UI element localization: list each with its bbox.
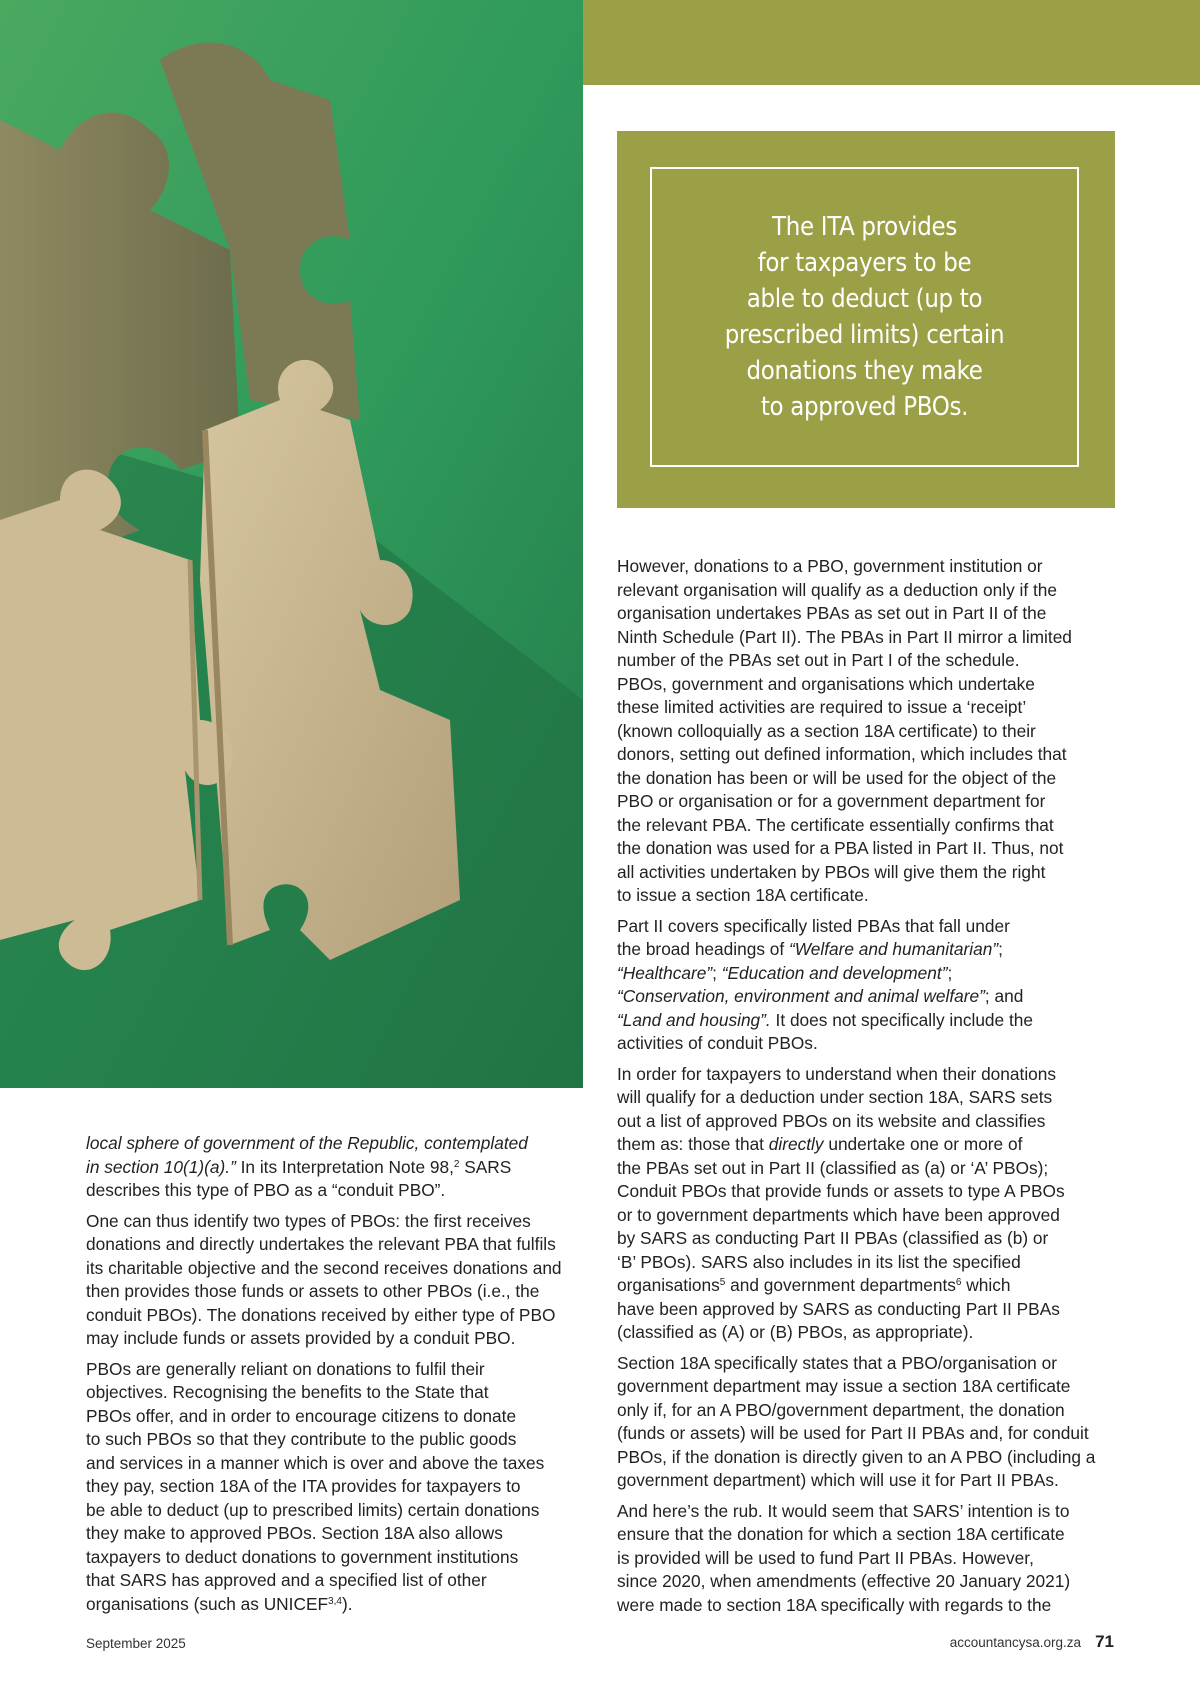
body-text: ; xyxy=(998,939,1003,959)
body-line: One can thus identify two types of PBOs: the first receives xyxy=(86,1210,531,1231)
footer-right xyxy=(950,1632,1114,1652)
body-line: ‘B’ PBOs). SARS also includes in its list the specified xyxy=(617,1251,1021,1272)
body-text: and government departments xyxy=(725,1275,956,1295)
body-line: objectives. Recognising the benefits to the State that xyxy=(86,1382,489,1402)
body-line: (classified as (A) or (B) PBOs, as appropriate). xyxy=(617,1322,974,1342)
paragraph xyxy=(617,1063,1117,1345)
body-line: (funds or assets) will be used for Part II PBAs and, for conduit xyxy=(617,1423,1089,1443)
body-text: organisations xyxy=(617,1275,720,1295)
body-text: them as: those that xyxy=(617,1134,769,1154)
paragraph xyxy=(617,915,1117,1056)
paragraph xyxy=(617,555,1117,908)
body-line: However, donations to a PBO, government institution or xyxy=(617,556,1043,576)
pullquote-line: able to deduct (up to xyxy=(746,284,983,314)
pullquote-line: for taxpayers to be xyxy=(757,248,972,278)
body-line: out a list of approved PBOs on its website and classifies xyxy=(617,1110,1046,1131)
body-line: that SARS has approved and a specified list of other xyxy=(86,1570,487,1590)
body-text: ). xyxy=(341,1593,353,1614)
body-line: the donation was used for a PBA listed in Part II. Thus, not xyxy=(617,838,1064,858)
body-line: may include funds or assets provided by a conduit PBO. xyxy=(86,1328,516,1348)
body-line: organisation undertakes PBAs as set out in Part II of the xyxy=(617,603,1047,623)
puzzle-pieces-photo xyxy=(0,0,583,1088)
body-line: is provided will be used to fund Part II PBAs. However, xyxy=(617,1547,1034,1568)
page-number: 71 xyxy=(1095,1632,1114,1651)
body-line: then provides those funds or assets to other PBOs (i.e., the xyxy=(86,1281,540,1301)
pullquote-frame xyxy=(650,167,1079,467)
body-line: PBOs, government and organisations which undertake xyxy=(617,673,1035,694)
body-line: to such PBOs so that they contribute to the public goods xyxy=(86,1429,517,1449)
body-line: PBO or organisation or for a government department for xyxy=(617,791,1046,811)
body-line: all activities undertaken by PBOs will give them the right xyxy=(617,861,1046,882)
body-line: Part II covers specifically listed PBAs that fall under xyxy=(617,915,1010,936)
body-line: these limited activities are required to issue a ‘receipt’ xyxy=(617,697,1027,717)
body-text: ; xyxy=(712,962,722,983)
body-line: since 2020, when amendments (effective 20 January 2021) xyxy=(617,1571,1071,1591)
pullquote-box xyxy=(617,131,1115,508)
heading-quote: “Healthcare” xyxy=(617,962,713,983)
body-line: In order for taxpayers to understand when their donations xyxy=(617,1063,1057,1084)
body-line: the relevant PBA. The certificate essentially confirms that xyxy=(617,814,1054,835)
quote-text: local sphere of government of the Republic, contemplated xyxy=(86,1133,528,1153)
body-text: It does not specifically include the xyxy=(770,1009,1033,1030)
body-text: SARS xyxy=(459,1156,512,1177)
pullquote-line: The ITA provides xyxy=(772,212,957,242)
heading-quote: “Welfare and humanitarian” xyxy=(789,939,999,959)
body-line: activities of conduit PBOs. xyxy=(617,1033,818,1053)
body-text: organisations (such as UNICEF xyxy=(86,1593,329,1614)
body-line: And here’s the rub. It would seem that SARS’ intention is to xyxy=(617,1500,1070,1521)
body-text: In its Interpretation Note 98, xyxy=(235,1156,454,1177)
paragraph xyxy=(86,1132,586,1203)
paragraph xyxy=(617,1352,1117,1493)
body-line: government department) which will use it for Part II PBAs. xyxy=(617,1470,1059,1490)
body-line: have been approved by SARS as conducting Part II PBAs xyxy=(617,1298,1060,1319)
heading-quote: “Education and development” xyxy=(721,962,948,983)
pullquote-text xyxy=(715,209,1015,425)
body-line: donations and directly undertakes the relevant PBA that fulfils xyxy=(86,1234,556,1254)
body-line: its charitable objective and the second receives donations and xyxy=(86,1257,562,1278)
puzzle-illustration xyxy=(0,0,583,1088)
body-line: conduit PBOs). The donations received by either type of PBO xyxy=(86,1304,556,1325)
body-text: undertake one or more of xyxy=(823,1134,1023,1154)
pullquote-line: donations they make xyxy=(746,356,983,386)
body-line: were made to section 18A specifically with regards to the xyxy=(617,1594,1052,1615)
heading-quote: “Conservation, environment and animal welfare” xyxy=(617,986,985,1006)
emphasis: directly xyxy=(768,1134,824,1154)
body-text: which xyxy=(961,1275,1011,1295)
body-line: Section 18A specifically states that a PBO/organisation or xyxy=(617,1352,1057,1373)
body-line: ensure that the donation for which a section 18A certificate xyxy=(617,1524,1065,1544)
header-color-band xyxy=(583,0,1200,85)
body-line: only if, for an A PBO/government department, the donation xyxy=(617,1399,1065,1420)
left-column xyxy=(86,1132,586,1623)
right-column xyxy=(617,555,1117,1624)
body-line: relevant organisation will qualify as a deduction only if the xyxy=(617,579,1057,600)
body-line: Ninth Schedule (Part II). The PBAs in Part II mirror a limited xyxy=(617,626,1072,647)
footnote-ref: 3,4 xyxy=(328,1595,342,1607)
paragraph xyxy=(617,1500,1117,1618)
footnote-ref: 6 xyxy=(955,1277,962,1288)
body-line: PBOs are generally reliant on donations to fulfil their xyxy=(86,1358,485,1379)
body-line: the donation has been or will be used for the object of the xyxy=(617,767,1057,788)
body-line: they pay, section 18A of the ITA provides for taxpayers to xyxy=(86,1476,521,1496)
footnote-ref: 2 xyxy=(453,1158,460,1170)
body-line: and services in a manner which is over and above the taxes xyxy=(86,1452,545,1473)
body-line: or to government departments which have been approved xyxy=(617,1204,1060,1225)
body-line: the PBAs set out in Part II (classified as (a) or ‘A’ PBOs); xyxy=(617,1157,1049,1178)
body-line: describes this type of PBO as a “conduit PBO”. xyxy=(86,1180,446,1200)
footer-date: September 2025 xyxy=(86,1636,186,1651)
footnote-ref: 5 xyxy=(719,1277,726,1288)
body-line: to issue a section 18A certificate. xyxy=(617,885,869,905)
body-line: they make to approved PBOs. Section 18A also allows xyxy=(86,1523,503,1543)
quote-text: in section 10(1)(a).” xyxy=(86,1156,236,1177)
body-line: PBOs, if the donation is directly given to an A PBO (including a xyxy=(617,1446,1096,1467)
paragraph xyxy=(86,1358,586,1617)
body-line: Conduit PBOs that provide funds or assets to type A PBOs xyxy=(617,1181,1065,1201)
body-line: by SARS as conducting Part II PBAs (classified as (b) or xyxy=(617,1228,1049,1248)
body-line: number of the PBAs set out in Part I of the schedule. xyxy=(617,650,1020,670)
body-line: taxpayers to deduct donations to government institutions xyxy=(86,1546,519,1567)
body-text: the broad headings of xyxy=(617,939,789,959)
footer-site-link[interactable]: accountancysa.org.za xyxy=(949,1635,1082,1650)
body-line: be able to deduct (up to prescribed limits) certain donations xyxy=(86,1499,540,1520)
pullquote-line: to approved PBOs. xyxy=(760,392,969,422)
body-line: donors, setting out defined information, which includes that xyxy=(617,744,1067,764)
pullquote-line: prescribed limits) certain xyxy=(724,320,1005,350)
body-text: ; xyxy=(947,962,953,983)
body-line: PBOs offer, and in order to encourage citizens to donate xyxy=(86,1405,517,1426)
body-line: (known colloquially as a section 18A certificate) to their xyxy=(617,720,1036,741)
body-text: ; and xyxy=(984,986,1024,1006)
heading-quote: “Land and housing”. xyxy=(617,1009,771,1030)
body-line: government department may issue a section 18A certificate xyxy=(617,1376,1071,1396)
paragraph xyxy=(86,1210,586,1351)
body-line: will qualify for a deduction under section 18A, SARS sets xyxy=(617,1087,1053,1107)
